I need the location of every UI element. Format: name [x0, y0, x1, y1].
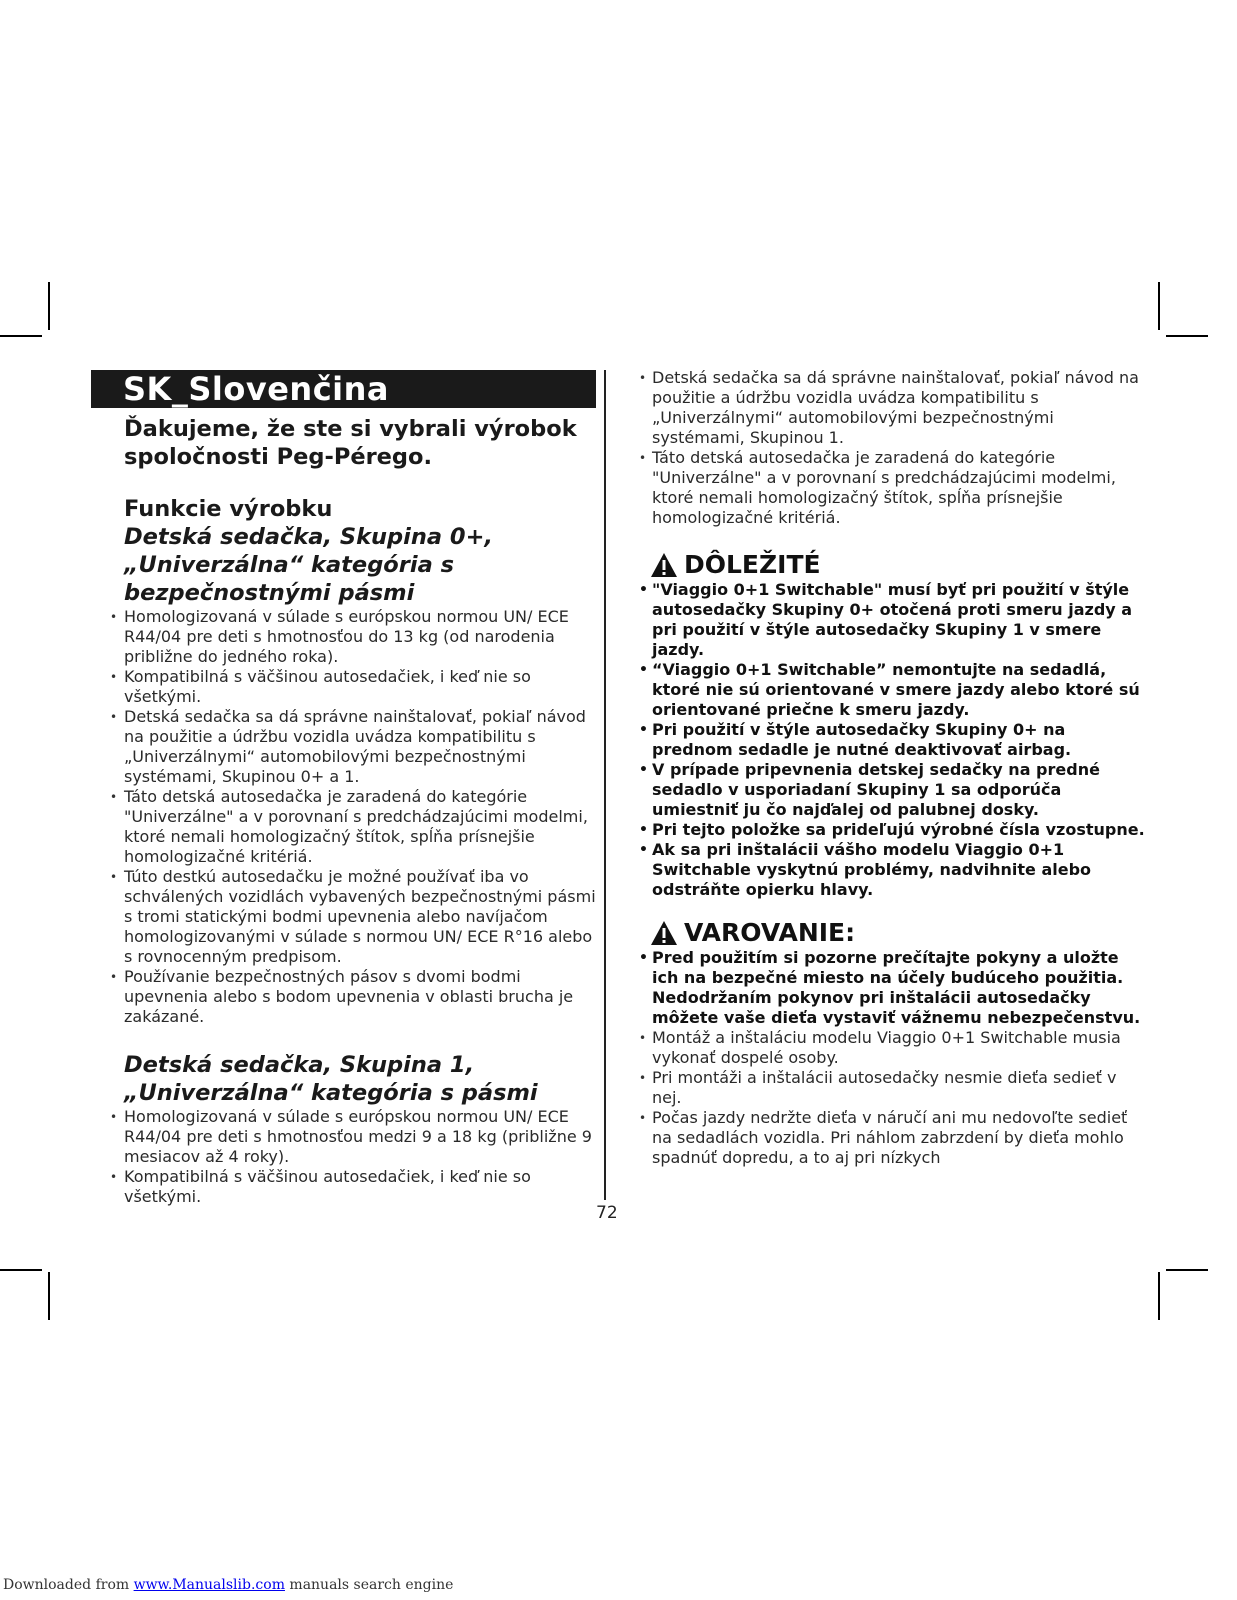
- list-item: • Kompatibilná s väčšinou autosedačiek, i keď nie so všetkými.: [124, 1167, 596, 1207]
- crop-mark: [48, 282, 50, 330]
- crop-mark: [1166, 1269, 1208, 1271]
- list-item: • V prípade pripevnenia detskej sedačky na predné sedadlo v usporiadaní Skupiny 1 sa odporúča umiestniť ju čo najďalej od palubnej dosky.: [641, 760, 1146, 820]
- list-item: • Pri tejto položke sa prideľujú výrobné čísla vzostupne.: [641, 820, 1146, 840]
- language-header: SK_Slovenčina: [91, 370, 596, 408]
- list-item: • Používanie bezpečnostných pásov s dvomi bodmi upevnenia alebo s bodom upevnenia v oblasti brucha je zakázané.: [124, 967, 596, 1027]
- footer-suffix: manuals search engine: [284, 1577, 454, 1593]
- features-heading: Funkcie výrobku: [124, 496, 333, 522]
- column-divider: [604, 370, 606, 1200]
- group0-list: [124, 607, 596, 1027]
- list-item: • Túto destkú autosedačku je možné používať iba vo schválených vozidlách vybavených bezpečnostnými pásmi s tromi statickými bodmi upevnenia alebo navíjačom homologizovanými v súlade s normou UN/ ECE R°16 alebo s rovnocenným predpisom.: [124, 867, 596, 967]
- list-item: • Táto detská autosedačka je zaradená do kategórie "Univerzálne" a v porovnaní s predchádzajúcimi modelmi, ktoré nemali homologizačný štítok, spĺňa prísnejšie homologizačné kritériá.: [641, 448, 1146, 528]
- important-list: [641, 580, 1146, 900]
- list-item: • Ak sa pri inštalácii vášho modelu Viaggio 0+1 Switchable vyskytnú problémy, nadvihnite alebo odstráňte opierku hlavy.: [641, 840, 1146, 900]
- list-item: • Homologizovaná v súlade s európskou normou UN/ ECE R44/04 pre deti s hmotnosťou do 13 kg (od narodenia približne do jedného roka).: [124, 607, 596, 667]
- page-number: 72: [596, 1203, 618, 1223]
- important-title: DÔLEŽITÉ: [684, 550, 821, 579]
- right-column: [641, 368, 1146, 1168]
- crop-mark: [1158, 282, 1160, 330]
- list-item: • Montáž a inštaláciu modelu Viaggio 0+1 Switchable musia vykonať dospelé osoby.: [641, 1028, 1146, 1068]
- list-item: • "Viaggio 0+1 Switchable" musí byť pri použití v štýle autosedačky Skupiny 0+ otočená proti smeru jazdy a pri použití v štýle autosedačky Skupiny 1 v smere jazdy.: [641, 580, 1146, 660]
- intro-list: [641, 368, 1146, 528]
- list-item: • Počas jazdy nedržte dieťa v náručí ani mu nedovoľte sedieť na sedadlách vozidla. Pri náhlom zabrzdení by dieťa mohlo spadnúť dopredu, a to aj pri nízkych: [641, 1108, 1146, 1168]
- list-item: • “Viaggio 0+1 Switchable” nemontujte na sedadlá, ktoré nie sú orientované v smere jazdy alebo ktoré sú orientované priečne k smeru jazdy.: [641, 660, 1146, 720]
- manualslib-link[interactable]: www.Manualslib.com: [133, 1577, 285, 1593]
- list-item: • Pri použití v štýle autosedačky Skupiny 0+ na prednom sedadle je nutné deaktivovať airbag.: [641, 720, 1146, 760]
- list-item: • Kompatibilná s väčšinou autosedačiek, i keď nie so všetkými.: [124, 667, 596, 707]
- warning-list: [641, 1028, 1146, 1168]
- crop-mark: [1158, 1272, 1160, 1320]
- important-heading: [650, 550, 1146, 580]
- left-column: [91, 370, 596, 1207]
- group1-list: [124, 1107, 596, 1207]
- list-item: • Pred použitím si pozorne prečítajte pokyny a uložte ich na bezpečné miesto na účely budúceho použitia. Nedodržaním pokynov pri inštalácii autosedačky môžete vaše dieťa vystaviť vážnemu nebezpečenstvu.: [641, 948, 1146, 1028]
- list-item: • Homologizovaná v súlade s európskou normou UN/ ECE R44/04 pre deti s hmotnosťou medzi 9 a 18 kg (približne 9 mesiacov až 4 roky).: [124, 1107, 596, 1167]
- warning-bold-list: [641, 948, 1146, 1028]
- warning-triangle-icon: [650, 552, 678, 578]
- crop-mark: [0, 1269, 42, 1271]
- warning-heading: [650, 918, 1146, 948]
- list-item: • Detská sedačka sa dá správne nainštalovať, pokiaľ návod na použitie a údržbu vozidla uvádza kompatibilitu s „Univerzálnymi“ automobilovými bezpečnostnými systémami, Skupinou 0+ a 1.: [124, 707, 596, 787]
- footer-prefix: Downloaded from: [3, 1577, 134, 1593]
- crop-mark: [48, 1272, 50, 1320]
- crop-mark: [0, 335, 42, 337]
- list-item: • Detská sedačka sa dá správne nainštalovať, pokiaľ návod na použitie a údržbu vozidla uvádza kompatibilitu s „Univerzálnymi“ automobilovými bezpečnostnými systémami, Skupinou 1.: [641, 368, 1146, 448]
- warning-triangle-icon: [650, 920, 678, 946]
- list-item: • Táto detská autosedačka je zaradená do kategórie "Univerzálne" a v porovnaní s predchádzajúcimi modelmi, ktoré nemali homologizačný štítok, spĺňa prísnejšie homologizačné kritériá.: [124, 787, 596, 867]
- list-item: • Pri montáži a inštalácii autosedačky nesmie dieťa sedieť v nej.: [641, 1068, 1146, 1108]
- warning-title: VAROVANIE:: [684, 918, 856, 947]
- group0-heading: Detská sedačka, Skupina 0+, „Univerzálna“ kategória s bezpečnostnými pásmi: [124, 524, 493, 606]
- group1-heading: Detská sedačka, Skupina 1, „Univerzálna“ kategória s pásmi: [124, 1052, 538, 1106]
- download-footer: [3, 1577, 453, 1593]
- thanks-heading: Ďakujeme, že ste si vybrali výrobok spoločnosti Peg-Pérego.: [124, 416, 577, 470]
- crop-mark: [1166, 335, 1208, 337]
